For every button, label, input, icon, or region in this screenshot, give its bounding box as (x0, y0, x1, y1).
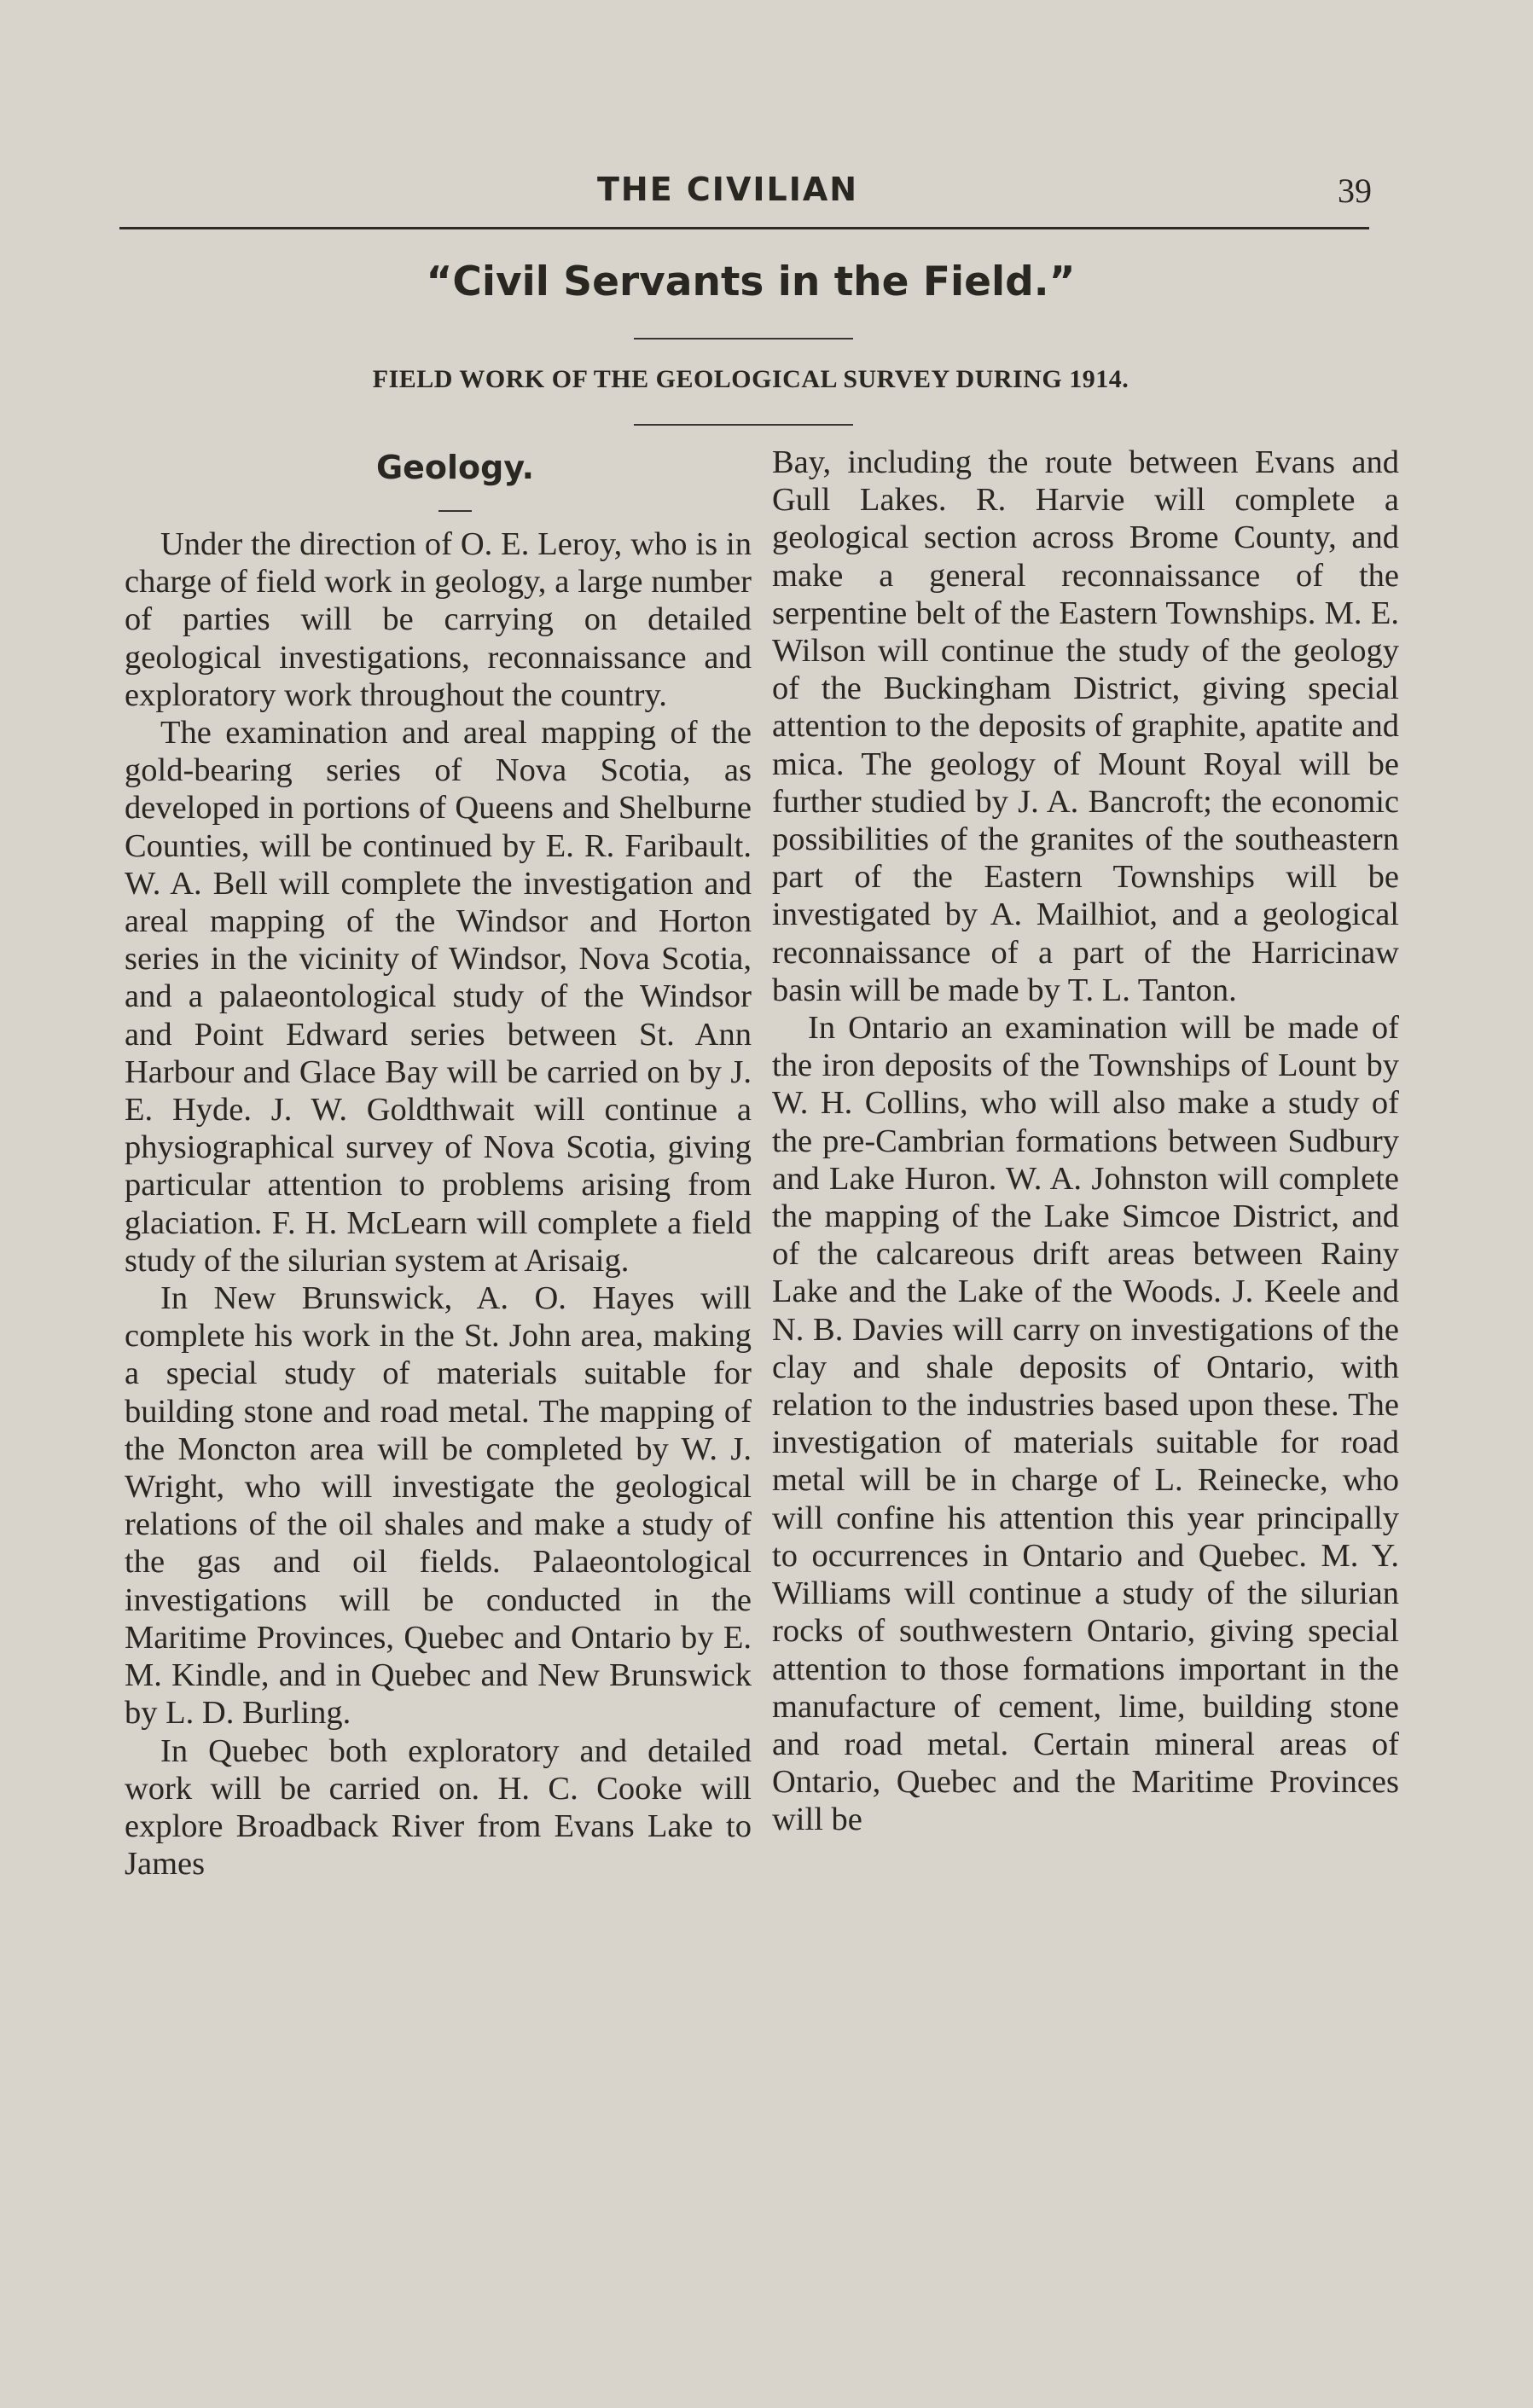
paragraph: Bay, including the route between Evans and Gull Lakes. R. Harvie will complete a geological section across Brome County, and make a general reconnaissance of the serpentine belt of the Eastern Townships. M. E. Wilson will continue the study of the geology of the Buckingham District, giving special attention to the deposits of graphite, apatite and mica. The geology of Mount Royal will be further studied by J. A. Bancroft; the economic possibilities of the granites of the southeastern part of the Eastern Townships will be investigated by A. Mailhiot, and a geological reconnaissance of a part of the Harricinaw basin will be made by T. L. Tanton. (772, 444, 1399, 1008)
article-subtitle: FIELD WORK OF THE GEOLOGICAL SURVEY DURING 1914. (372, 365, 1129, 393)
paragraph: The examination and areal mapping of the gold-bearing series of Nova Scotia, as developed in portions of Queens and Shelburne Counties, will be continued by E. R. Faribault. W. A. Bell will complete the investigation and areal mapping of the Windsor and Horton series in the vicinity of Windsor, Nova Scotia, and a palaeontological study of the Windsor and Point Edward series between St. Ann Harbour and Glace Bay will be carried on by J. E. Hyde. J. W. Goldthwait will continue a physiographical survey of Nova Scotia, giving particular attention to problems arising from glaciation. F. H. McLearn will complete a field study of the silurian system at Arisaig. (125, 715, 752, 1279)
left-column (125, 444, 752, 1883)
right-column (772, 444, 1399, 1839)
section-heading: Geology. (375, 449, 535, 486)
paragraph: In Quebec both exploratory and detailed work will be carried on. H. C. Cooke will explore Broadback River from Evans Lake to James (125, 1732, 752, 1883)
running-head (0, 171, 1533, 213)
paragraph: Under the direction of O. E. Leroy, who is in charge of field work in geology, a large number of parties will be carrying on detailed geological investigations, reconnaissance and exploratory work throughout the country. (125, 526, 752, 713)
section-dash: — (438, 490, 472, 526)
article-title: “Civil Servants in the Field.” (426, 258, 1076, 305)
page-number: 39 (1338, 171, 1372, 210)
running-title: THE CIVILIAN (597, 171, 859, 208)
paragraph: In New Brunswick, A. O. Hayes will complete his work in the St. John area, making a special study of materials suitable for building stone and road metal. The mapping of the Moncton area will be completed by W. J. Wright, who will investigate the geological relations of the oil shales and make a study of the gas and oil fields. Palaeontological investigations will be conducted in the Maritime Provinces, Quebec and Ontario by E. M. Kindle, and in Quebec and New Brunswick by L. D. Burling. (125, 1280, 752, 1732)
subtitle-divider (634, 424, 853, 426)
header-rule (119, 227, 1369, 229)
title-divider (634, 338, 853, 339)
paragraph: In Ontario an examination will be made of the iron deposits of the Townships of Lount by W. H. Collins, who will also make a study of the pre-Cambrian formations between Sudbury and Lake Huron. W. A. Johnston will complete the mapping of the Lake Simcoe District, and of the calcareous drift areas between Rainy Lake and the Lake of the Woods. J. Keele and N. B. Davies will carry on investigations of the clay and shale deposits of Ontario, with relation to the industries based upon these. The investigation of materials suitable for road metal will be in charge of L. Reinecke, who will confine his attention this year principally to occurrences in Ontario and Quebec. M. Y. Williams will continue a study of the silurian rocks of southwestern Ontario, giving special attention to those formations important in the manufacture of cement, lime, building stone and road metal. Certain mineral areas of Ontario, Quebec and the Maritime Provinces will be (772, 1010, 1399, 1838)
